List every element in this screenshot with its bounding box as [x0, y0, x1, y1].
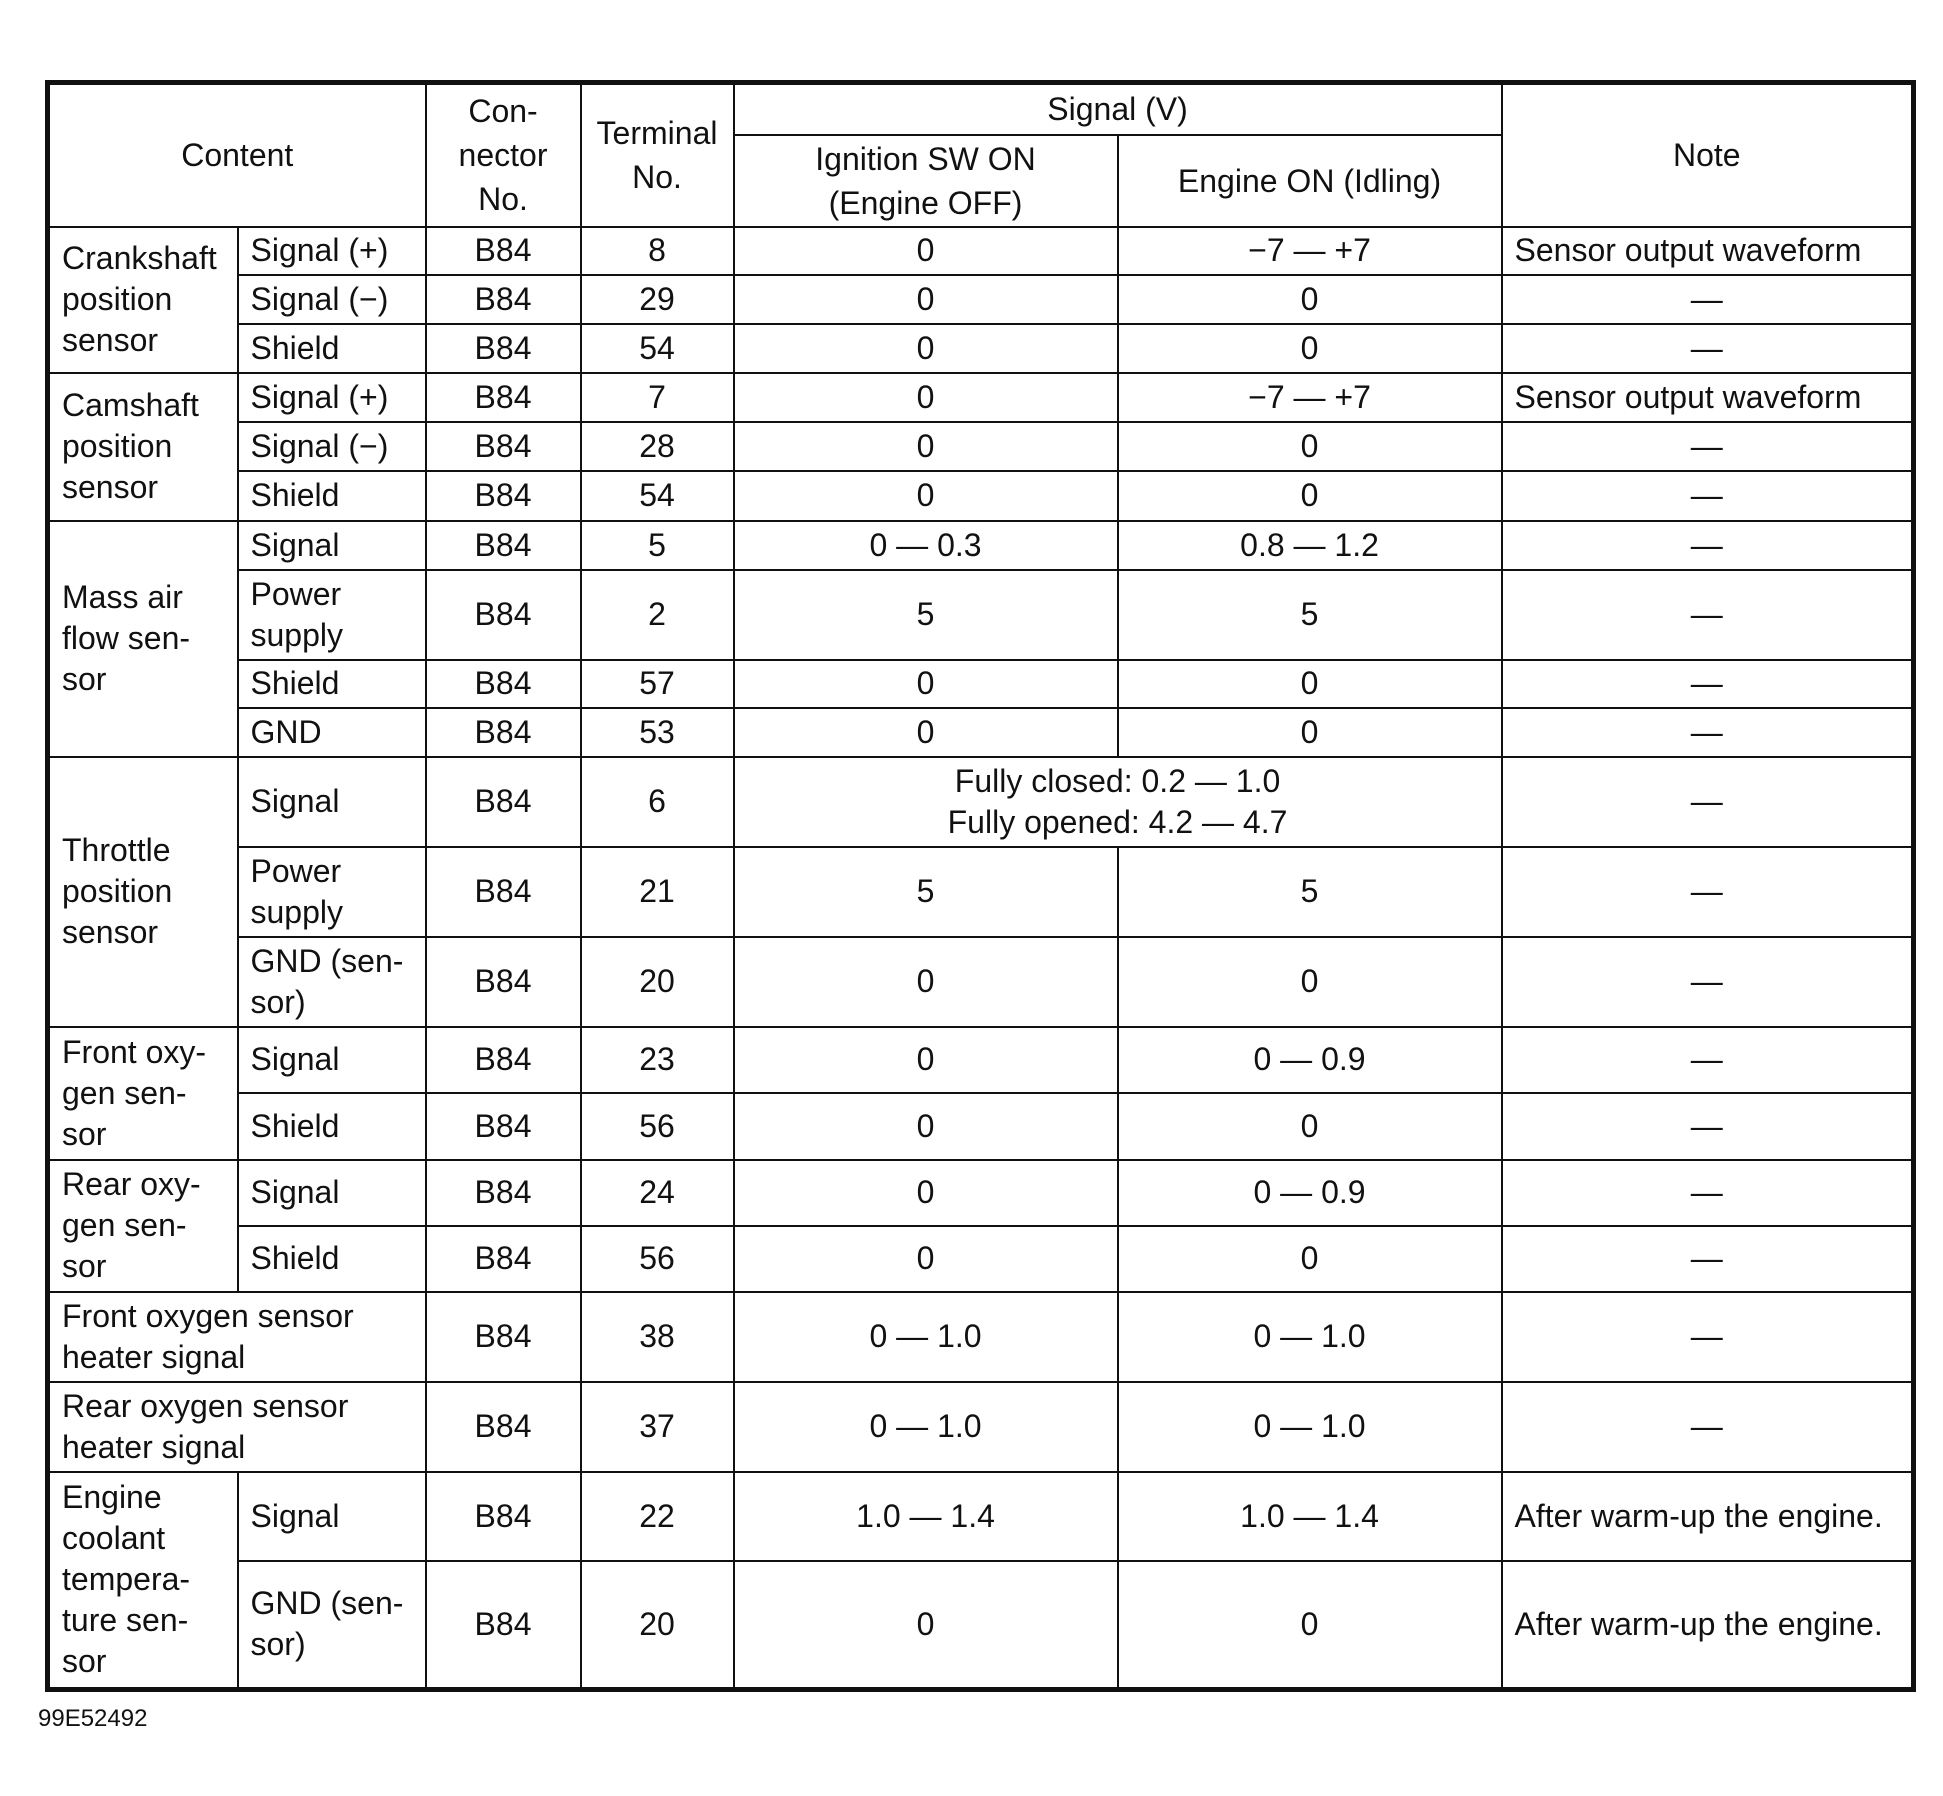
ignition-on-value: 0 — [734, 708, 1118, 757]
note-cell: — — [1502, 1292, 1914, 1382]
note-cell: — — [1502, 1093, 1914, 1160]
terminal-no-cell: 5 — [581, 521, 734, 570]
table-row — [48, 1472, 1914, 1561]
ignition-on-value: 5 — [734, 570, 1118, 660]
header-terminal-no: Terminal No. — [581, 83, 734, 227]
engine-idling-value: 5 — [1118, 847, 1502, 937]
content-item-label: Camshaft position sensor — [48, 373, 238, 521]
sub-item-label: Signal (−) — [238, 275, 426, 324]
header-note: Note — [1502, 83, 1914, 227]
content-item-label: Rear oxy- gen sen- sor — [48, 1160, 238, 1292]
terminal-no-cell: 56 — [581, 1093, 734, 1160]
table-row — [48, 521, 1914, 570]
note-cell: — — [1502, 847, 1914, 937]
table-row — [48, 227, 1914, 275]
terminal-no-cell: 21 — [581, 847, 734, 937]
ignition-on-value: 1.0 — 1.4 — [734, 1472, 1118, 1561]
connector-no-cell: B84 — [426, 227, 581, 275]
table-row — [48, 1093, 1914, 1160]
connector-no-cell: B84 — [426, 324, 581, 373]
connector-no-cell: B84 — [426, 1160, 581, 1226]
engine-idling-value: −7 — +7 — [1118, 373, 1502, 422]
engine-idling-value: 0 — 1.0 — [1118, 1382, 1502, 1472]
connector-no-cell: B84 — [426, 757, 581, 847]
engine-idling-value: 1.0 — 1.4 — [1118, 1472, 1502, 1561]
sub-item-label: Signal (+) — [238, 373, 426, 422]
sub-item-label: GND — [238, 708, 426, 757]
engine-idling-value: 0 — [1118, 422, 1502, 471]
table-row — [48, 275, 1914, 324]
sub-item-label: Signal — [238, 1472, 426, 1561]
connector-no-cell: B84 — [426, 1561, 581, 1690]
content-item-label: Front oxygen sensor heater signal — [48, 1292, 426, 1382]
note-cell: After warm-up the engine. — [1502, 1561, 1914, 1690]
note-cell: — — [1502, 471, 1914, 521]
ignition-on-value: 0 — [734, 373, 1118, 422]
note-cell: — — [1502, 1027, 1914, 1093]
sub-item-label: Signal — [238, 757, 426, 847]
note-cell: — — [1502, 422, 1914, 471]
engine-idling-value: 0 — 0.9 — [1118, 1027, 1502, 1093]
terminal-no-cell: 37 — [581, 1382, 734, 1472]
terminal-no-cell: 8 — [581, 227, 734, 275]
table-row — [48, 1027, 1914, 1093]
table-body — [48, 227, 1914, 1690]
engine-idling-value: 0 — 0.9 — [1118, 1160, 1502, 1226]
sub-item-label: Power supply — [238, 847, 426, 937]
ignition-on-value: 0 — [734, 1093, 1118, 1160]
engine-idling-value: 0 — [1118, 1226, 1502, 1292]
sub-item-label: Power supply — [238, 570, 426, 660]
sub-item-label: GND (sen- sor) — [238, 937, 426, 1027]
terminal-no-cell: 7 — [581, 373, 734, 422]
content-item-label: Front oxy- gen sen- sor — [48, 1027, 238, 1160]
engine-idling-value: 0 — [1118, 275, 1502, 324]
engine-idling-value: 0 — [1118, 324, 1502, 373]
table-row — [48, 937, 1914, 1027]
note-cell: — — [1502, 937, 1914, 1027]
ignition-on-value: 5 — [734, 847, 1118, 937]
content-item-label: Rear oxygen sensor heater signal — [48, 1382, 426, 1472]
table-row — [48, 373, 1914, 422]
ignition-on-value: 0 — [734, 1226, 1118, 1292]
table-row — [48, 422, 1914, 471]
engine-idling-value: 0 — [1118, 708, 1502, 757]
terminal-no-cell: 22 — [581, 1472, 734, 1561]
ignition-on-value: 0 — [734, 471, 1118, 521]
sub-item-label: Shield — [238, 660, 426, 708]
content-item-label: Crankshaft position sensor — [48, 227, 238, 373]
connector-no-cell: B84 — [426, 373, 581, 422]
header-content: Content — [48, 83, 426, 227]
note-cell: — — [1502, 757, 1914, 847]
connector-no-cell: B84 — [426, 1472, 581, 1561]
header-signal-v: Signal (V) — [734, 83, 1502, 135]
connector-no-cell: B84 — [426, 1226, 581, 1292]
terminal-no-cell: 54 — [581, 471, 734, 521]
sub-item-label: Signal — [238, 1027, 426, 1093]
terminal-no-cell: 6 — [581, 757, 734, 847]
connector-no-cell: B84 — [426, 570, 581, 660]
header-connector-no: Con- nector No. — [426, 83, 581, 227]
ignition-on-value: 0 — [734, 227, 1118, 275]
engine-idling-value: 5 — [1118, 570, 1502, 660]
ignition-on-value: 0 — 1.0 — [734, 1382, 1118, 1472]
table-row — [48, 471, 1914, 521]
terminal-no-cell: 20 — [581, 937, 734, 1027]
note-cell: — — [1502, 324, 1914, 373]
sub-item-label: Signal — [238, 521, 426, 570]
engine-idling-value: 0.8 — 1.2 — [1118, 521, 1502, 570]
table-row — [48, 570, 1914, 660]
ignition-on-value: 0 — [734, 937, 1118, 1027]
ignition-on-value: 0 — [734, 275, 1118, 324]
sub-item-label: GND (sen- sor) — [238, 1561, 426, 1690]
note-cell: After warm-up the engine. — [1502, 1472, 1914, 1561]
table-row — [48, 1292, 1914, 1382]
table-row — [48, 1561, 1914, 1690]
table-row — [48, 847, 1914, 937]
note-cell: — — [1502, 521, 1914, 570]
terminal-no-cell: 23 — [581, 1027, 734, 1093]
engine-idling-value: −7 — +7 — [1118, 227, 1502, 275]
terminal-no-cell: 24 — [581, 1160, 734, 1226]
table-row — [48, 660, 1914, 708]
ignition-on-value: 0 — 1.0 — [734, 1292, 1118, 1382]
connector-no-cell: B84 — [426, 521, 581, 570]
header-row-1 — [48, 83, 1914, 135]
note-cell: Sensor output waveform — [1502, 227, 1914, 275]
note-cell: — — [1502, 708, 1914, 757]
connector-no-cell: B84 — [426, 937, 581, 1027]
terminal-no-cell: 2 — [581, 570, 734, 660]
note-cell: — — [1502, 1160, 1914, 1226]
connector-no-cell: B84 — [426, 422, 581, 471]
ignition-on-value: 0 — [734, 660, 1118, 708]
signal-combined-cell: Fully closed: 0.2 — 1.0 Fully opened: 4.2 — 4.7 — [734, 757, 1502, 847]
terminal-no-cell: 53 — [581, 708, 734, 757]
ignition-on-value: 0 — [734, 422, 1118, 471]
terminal-no-cell: 38 — [581, 1292, 734, 1382]
terminal-no-cell: 57 — [581, 660, 734, 708]
note-cell: Sensor output waveform — [1502, 373, 1914, 422]
connector-no-cell: B84 — [426, 847, 581, 937]
content-item-label: Throttle position sensor — [48, 757, 238, 1027]
connector-no-cell: B84 — [426, 708, 581, 757]
note-cell: — — [1502, 570, 1914, 660]
table-row — [48, 1226, 1914, 1292]
table-row — [48, 324, 1914, 373]
table-row — [48, 708, 1914, 757]
signal-spec-sheet — [45, 80, 1916, 1692]
terminal-no-cell: 29 — [581, 275, 734, 324]
engine-idling-value: 0 — [1118, 1561, 1502, 1690]
terminal-no-cell: 56 — [581, 1226, 734, 1292]
note-cell: — — [1502, 660, 1914, 708]
connector-no-cell: B84 — [426, 471, 581, 521]
table-header — [48, 83, 1914, 227]
connector-no-cell: B84 — [426, 1292, 581, 1382]
ignition-on-value: 0 — [734, 1027, 1118, 1093]
ignition-on-value: 0 — [734, 1561, 1118, 1690]
table-row — [48, 1160, 1914, 1226]
connector-no-cell: B84 — [426, 1382, 581, 1472]
sub-item-label: Signal — [238, 1160, 426, 1226]
content-item-label: Engine coolant tempera- ture sen- sor — [48, 1472, 238, 1690]
note-cell: — — [1502, 1382, 1914, 1472]
note-cell: — — [1502, 1226, 1914, 1292]
sub-item-label: Shield — [238, 1226, 426, 1292]
header-engine-on: Engine ON (Idling) — [1118, 135, 1502, 227]
terminal-no-cell: 20 — [581, 1561, 734, 1690]
table-row — [48, 1382, 1914, 1472]
engine-idling-value: 0 — 1.0 — [1118, 1292, 1502, 1382]
sub-item-label: Shield — [238, 471, 426, 521]
connector-no-cell: B84 — [426, 1093, 581, 1160]
connector-no-cell: B84 — [426, 1027, 581, 1093]
terminal-no-cell: 54 — [581, 324, 734, 373]
table-row — [48, 757, 1914, 847]
ignition-on-value: 0 — [734, 1160, 1118, 1226]
engine-idling-value: 0 — [1118, 471, 1502, 521]
note-cell: — — [1502, 275, 1914, 324]
sub-item-label: Signal (−) — [238, 422, 426, 471]
ecm-terminal-signal-table — [45, 80, 1916, 1692]
figure-code: 99E52492 — [38, 1705, 148, 1732]
engine-idling-value: 0 — [1118, 937, 1502, 1027]
connector-no-cell: B84 — [426, 275, 581, 324]
sub-item-label: Signal (+) — [238, 227, 426, 275]
sub-item-label: Shield — [238, 324, 426, 373]
engine-idling-value: 0 — [1118, 1093, 1502, 1160]
connector-no-cell: B84 — [426, 660, 581, 708]
ignition-on-value: 0 — 0.3 — [734, 521, 1118, 570]
terminal-no-cell: 28 — [581, 422, 734, 471]
header-ignition-sw-on: Ignition SW ON (Engine OFF) — [734, 135, 1118, 227]
content-item-label: Mass air flow sen- sor — [48, 521, 238, 757]
engine-idling-value: 0 — [1118, 660, 1502, 708]
ignition-on-value: 0 — [734, 324, 1118, 373]
sub-item-label: Shield — [238, 1093, 426, 1160]
